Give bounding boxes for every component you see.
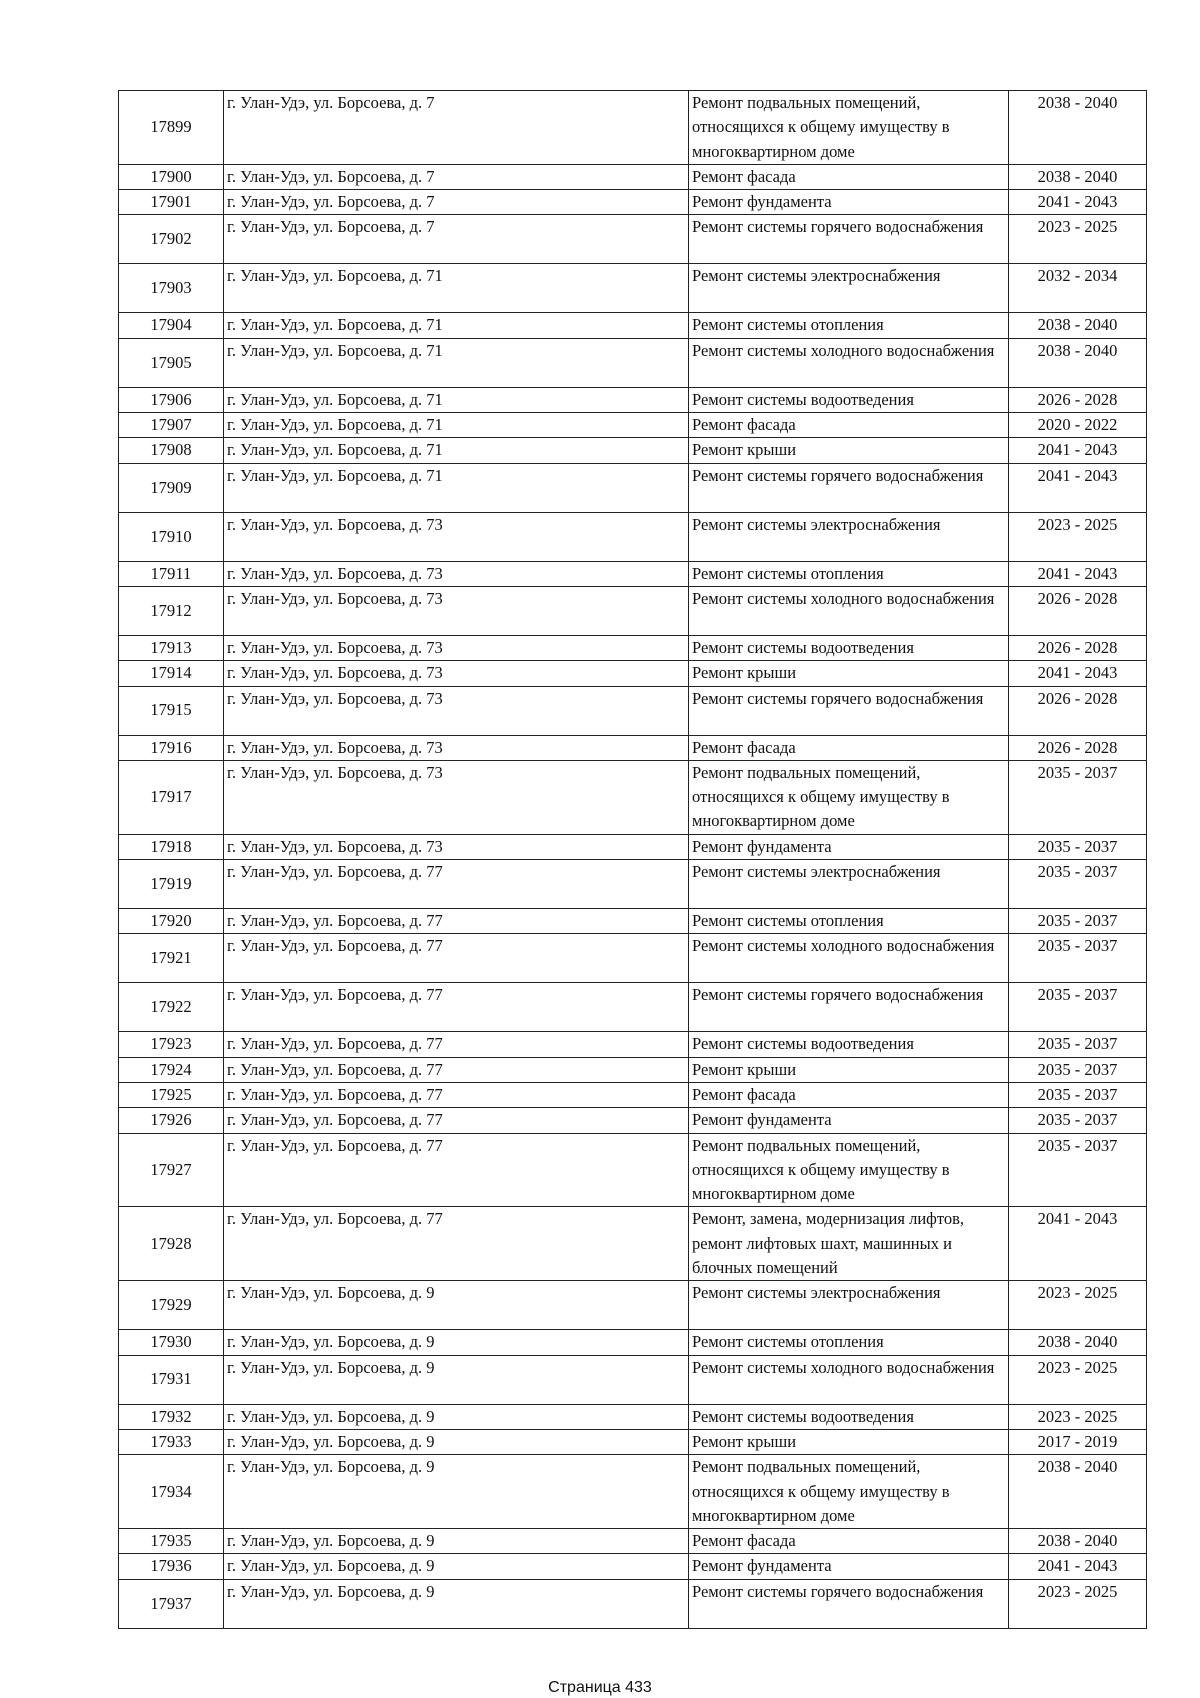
address-cell: г. Улан-Удэ, ул. Борсоева, д. 9 bbox=[224, 1404, 689, 1429]
period-cell: 2023 - 2025 bbox=[1009, 1281, 1147, 1330]
work-type-cell: Ремонт фасада bbox=[689, 1529, 1009, 1554]
table-row bbox=[119, 1455, 1147, 1529]
address-cell: г. Улан-Удэ, ул. Борсоева, д. 77 bbox=[224, 983, 689, 1032]
address-cell: г. Улан-Удэ, ул. Борсоева, д. 73 bbox=[224, 760, 689, 834]
table-row bbox=[119, 1554, 1147, 1579]
period-cell: 2026 - 2028 bbox=[1009, 635, 1147, 660]
period-cell: 2026 - 2028 bbox=[1009, 735, 1147, 760]
row-number-cell: 17908 bbox=[119, 438, 224, 463]
row-number-cell: 17922 bbox=[119, 983, 224, 1032]
row-number-cell: 17925 bbox=[119, 1082, 224, 1107]
period-cell: 2023 - 2025 bbox=[1009, 215, 1147, 264]
work-type-cell: Ремонт, замена, модернизация лифтов, ремонт лифтовых шахт, машинных и блочных помещений bbox=[689, 1207, 1009, 1281]
period-cell: 2038 - 2040 bbox=[1009, 91, 1147, 165]
table-row bbox=[119, 760, 1147, 834]
work-type-cell: Ремонт системы отопления bbox=[689, 313, 1009, 338]
period-cell: 2041 - 2043 bbox=[1009, 661, 1147, 686]
table-row bbox=[119, 438, 1147, 463]
table-row bbox=[119, 1281, 1147, 1330]
table-row bbox=[119, 190, 1147, 215]
table-row bbox=[119, 934, 1147, 983]
row-number-cell: 17921 bbox=[119, 934, 224, 983]
work-type-cell: Ремонт подвальных помещений, относящихся к общему имуществу в многоквартирном доме bbox=[689, 91, 1009, 165]
work-type-cell: Ремонт системы отопления bbox=[689, 1330, 1009, 1355]
row-number-cell: 17912 bbox=[119, 586, 224, 635]
period-cell: 2035 - 2037 bbox=[1009, 1057, 1147, 1082]
period-cell: 2026 - 2028 bbox=[1009, 387, 1147, 412]
address-cell: г. Улан-Удэ, ул. Борсоева, д. 71 bbox=[224, 313, 689, 338]
work-type-cell: Ремонт крыши bbox=[689, 1429, 1009, 1454]
address-cell: г. Улан-Удэ, ул. Борсоева, д. 73 bbox=[224, 834, 689, 859]
address-cell: г. Улан-Удэ, ул. Борсоева, д. 77 bbox=[224, 934, 689, 983]
work-type-cell: Ремонт системы горячего водоснабжения bbox=[689, 463, 1009, 512]
work-type-cell: Ремонт системы водоотведения bbox=[689, 1404, 1009, 1429]
row-number-cell: 17900 bbox=[119, 164, 224, 189]
period-cell: 2026 - 2028 bbox=[1009, 586, 1147, 635]
address-cell: г. Улан-Удэ, ул. Борсоева, д. 9 bbox=[224, 1429, 689, 1454]
row-number-cell: 17937 bbox=[119, 1579, 224, 1628]
address-cell: г. Улан-Удэ, ул. Борсоева, д. 9 bbox=[224, 1529, 689, 1554]
table-row bbox=[119, 635, 1147, 660]
address-cell: г. Улан-Удэ, ул. Борсоева, д. 9 bbox=[224, 1455, 689, 1529]
row-number-cell: 17926 bbox=[119, 1108, 224, 1133]
address-cell: г. Улан-Удэ, ул. Борсоева, д. 71 bbox=[224, 338, 689, 387]
table-row bbox=[119, 586, 1147, 635]
period-cell: 2035 - 2037 bbox=[1009, 860, 1147, 909]
period-cell: 2038 - 2040 bbox=[1009, 164, 1147, 189]
period-cell: 2038 - 2040 bbox=[1009, 1330, 1147, 1355]
table-row bbox=[119, 686, 1147, 735]
row-number-cell: 17923 bbox=[119, 1032, 224, 1057]
address-cell: г. Улан-Удэ, ул. Борсоева, д. 73 bbox=[224, 635, 689, 660]
work-type-cell: Ремонт системы холодного водоснабжения bbox=[689, 1355, 1009, 1404]
address-cell: г. Улан-Удэ, ул. Борсоева, д. 7 bbox=[224, 91, 689, 165]
period-cell: 2035 - 2037 bbox=[1009, 1032, 1147, 1057]
table-row bbox=[119, 164, 1147, 189]
table-row bbox=[119, 338, 1147, 387]
table-row bbox=[119, 1133, 1147, 1207]
row-number-cell: 17917 bbox=[119, 760, 224, 834]
row-number-cell: 17904 bbox=[119, 313, 224, 338]
table-row bbox=[119, 1207, 1147, 1281]
period-cell: 2023 - 2025 bbox=[1009, 1579, 1147, 1628]
table-row bbox=[119, 983, 1147, 1032]
period-cell: 2035 - 2037 bbox=[1009, 1108, 1147, 1133]
row-number-cell: 17903 bbox=[119, 264, 224, 313]
row-number-cell: 17905 bbox=[119, 338, 224, 387]
period-cell: 2041 - 2043 bbox=[1009, 438, 1147, 463]
address-cell: г. Улан-Удэ, ул. Борсоева, д. 71 bbox=[224, 438, 689, 463]
address-cell: г. Улан-Удэ, ул. Борсоева, д. 9 bbox=[224, 1554, 689, 1579]
address-cell: г. Улан-Удэ, ул. Борсоева, д. 71 bbox=[224, 463, 689, 512]
work-type-cell: Ремонт крыши bbox=[689, 1057, 1009, 1082]
period-cell: 2032 - 2034 bbox=[1009, 264, 1147, 313]
period-cell: 2035 - 2037 bbox=[1009, 983, 1147, 1032]
table-row bbox=[119, 512, 1147, 561]
address-cell: г. Улан-Удэ, ул. Борсоева, д. 9 bbox=[224, 1355, 689, 1404]
work-type-cell: Ремонт системы водоотведения bbox=[689, 635, 1009, 660]
work-type-cell: Ремонт системы горячего водоснабжения bbox=[689, 215, 1009, 264]
address-cell: г. Улан-Удэ, ул. Борсоева, д. 77 bbox=[224, 909, 689, 934]
row-number-cell: 17899 bbox=[119, 91, 224, 165]
row-number-cell: 17901 bbox=[119, 190, 224, 215]
table-row bbox=[119, 1355, 1147, 1404]
period-cell: 2038 - 2040 bbox=[1009, 1455, 1147, 1529]
table-row bbox=[119, 387, 1147, 412]
period-cell: 2038 - 2040 bbox=[1009, 338, 1147, 387]
period-cell: 2026 - 2028 bbox=[1009, 686, 1147, 735]
period-cell: 2035 - 2037 bbox=[1009, 834, 1147, 859]
table-row bbox=[119, 1108, 1147, 1133]
work-type-cell: Ремонт подвальных помещений, относящихся к общему имуществу в многоквартирном доме bbox=[689, 1133, 1009, 1207]
row-number-cell: 17918 bbox=[119, 834, 224, 859]
work-type-cell: Ремонт системы холодного водоснабжения bbox=[689, 586, 1009, 635]
row-number-cell: 17902 bbox=[119, 215, 224, 264]
period-cell: 2041 - 2043 bbox=[1009, 463, 1147, 512]
work-type-cell: Ремонт системы отопления bbox=[689, 561, 1009, 586]
period-cell: 2041 - 2043 bbox=[1009, 190, 1147, 215]
address-cell: г. Улан-Удэ, ул. Борсоева, д. 77 bbox=[224, 860, 689, 909]
address-cell: г. Улан-Удэ, ул. Борсоева, д. 77 bbox=[224, 1082, 689, 1107]
row-number-cell: 17928 bbox=[119, 1207, 224, 1281]
period-cell: 2035 - 2037 bbox=[1009, 934, 1147, 983]
work-type-cell: Ремонт фасада bbox=[689, 413, 1009, 438]
table-row bbox=[119, 313, 1147, 338]
work-type-cell: Ремонт системы водоотведения bbox=[689, 1032, 1009, 1057]
work-type-cell: Ремонт системы горячего водоснабжения bbox=[689, 1579, 1009, 1628]
work-type-cell: Ремонт системы водоотведения bbox=[689, 387, 1009, 412]
work-type-cell: Ремонт фундамента bbox=[689, 834, 1009, 859]
row-number-cell: 17936 bbox=[119, 1554, 224, 1579]
table-row bbox=[119, 661, 1147, 686]
work-type-cell: Ремонт фундамента bbox=[689, 1554, 1009, 1579]
period-cell: 2035 - 2037 bbox=[1009, 1133, 1147, 1207]
address-cell: г. Улан-Удэ, ул. Борсоева, д. 7 bbox=[224, 164, 689, 189]
table-row bbox=[119, 1330, 1147, 1355]
work-type-cell: Ремонт системы холодного водоснабжения bbox=[689, 934, 1009, 983]
work-type-cell: Ремонт фасада bbox=[689, 1082, 1009, 1107]
table-row bbox=[119, 561, 1147, 586]
period-cell: 2038 - 2040 bbox=[1009, 313, 1147, 338]
table-row bbox=[119, 909, 1147, 934]
row-number-cell: 17914 bbox=[119, 661, 224, 686]
work-type-cell: Ремонт системы горячего водоснабжения bbox=[689, 983, 1009, 1032]
address-cell: г. Улан-Удэ, ул. Борсоева, д. 77 bbox=[224, 1057, 689, 1082]
row-number-cell: 17929 bbox=[119, 1281, 224, 1330]
row-number-cell: 17906 bbox=[119, 387, 224, 412]
row-number-cell: 17911 bbox=[119, 561, 224, 586]
table-row bbox=[119, 215, 1147, 264]
address-cell: г. Улан-Удэ, ул. Борсоева, д. 73 bbox=[224, 586, 689, 635]
address-cell: г. Улан-Удэ, ул. Борсоева, д. 77 bbox=[224, 1108, 689, 1133]
period-cell: 2023 - 2025 bbox=[1009, 1355, 1147, 1404]
table-row bbox=[119, 735, 1147, 760]
table-row bbox=[119, 1032, 1147, 1057]
table-row bbox=[119, 264, 1147, 313]
table-row bbox=[119, 1529, 1147, 1554]
work-type-cell: Ремонт фундамента bbox=[689, 1108, 1009, 1133]
table-row bbox=[119, 91, 1147, 165]
work-type-cell: Ремонт крыши bbox=[689, 661, 1009, 686]
row-number-cell: 17924 bbox=[119, 1057, 224, 1082]
table-row bbox=[119, 1404, 1147, 1429]
address-cell: г. Улан-Удэ, ул. Борсоева, д. 73 bbox=[224, 661, 689, 686]
row-number-cell: 17907 bbox=[119, 413, 224, 438]
period-cell: 2035 - 2037 bbox=[1009, 1082, 1147, 1107]
work-type-cell: Ремонт системы отопления bbox=[689, 909, 1009, 934]
row-number-cell: 17916 bbox=[119, 735, 224, 760]
work-type-cell: Ремонт системы электроснабжения bbox=[689, 860, 1009, 909]
row-number-cell: 17919 bbox=[119, 860, 224, 909]
table-row bbox=[119, 1429, 1147, 1454]
period-cell: 2038 - 2040 bbox=[1009, 1529, 1147, 1554]
table-row bbox=[119, 1082, 1147, 1107]
address-cell: г. Улан-Удэ, ул. Борсоева, д. 77 bbox=[224, 1133, 689, 1207]
row-number-cell: 17920 bbox=[119, 909, 224, 934]
work-type-cell: Ремонт системы электроснабжения bbox=[689, 1281, 1009, 1330]
row-number-cell: 17909 bbox=[119, 463, 224, 512]
address-cell: г. Улан-Удэ, ул. Борсоева, д. 9 bbox=[224, 1330, 689, 1355]
address-cell: г. Улан-Удэ, ул. Борсоева, д. 73 bbox=[224, 561, 689, 586]
table-row bbox=[119, 834, 1147, 859]
table-row bbox=[119, 413, 1147, 438]
work-type-cell: Ремонт крыши bbox=[689, 438, 1009, 463]
work-type-cell: Ремонт системы электроснабжения bbox=[689, 264, 1009, 313]
row-number-cell: 17927 bbox=[119, 1133, 224, 1207]
table-row bbox=[119, 1579, 1147, 1628]
address-cell: г. Улан-Удэ, ул. Борсоева, д. 73 bbox=[224, 686, 689, 735]
row-number-cell: 17930 bbox=[119, 1330, 224, 1355]
work-type-cell: Ремонт фундамента bbox=[689, 190, 1009, 215]
work-type-cell: Ремонт системы холодного водоснабжения bbox=[689, 338, 1009, 387]
period-cell: 2023 - 2025 bbox=[1009, 1404, 1147, 1429]
address-cell: г. Улан-Удэ, ул. Борсоева, д. 7 bbox=[224, 190, 689, 215]
row-number-cell: 17933 bbox=[119, 1429, 224, 1454]
address-cell: г. Улан-Удэ, ул. Борсоева, д. 77 bbox=[224, 1032, 689, 1057]
address-cell: г. Улан-Удэ, ул. Борсоева, д. 71 bbox=[224, 387, 689, 412]
row-number-cell: 17931 bbox=[119, 1355, 224, 1404]
table-row bbox=[119, 463, 1147, 512]
row-number-cell: 17932 bbox=[119, 1404, 224, 1429]
work-type-cell: Ремонт системы электроснабжения bbox=[689, 512, 1009, 561]
row-number-cell: 17934 bbox=[119, 1455, 224, 1529]
work-type-cell: Ремонт фасада bbox=[689, 164, 1009, 189]
period-cell: 2041 - 2043 bbox=[1009, 1554, 1147, 1579]
page-number: Страница 433 bbox=[548, 1679, 652, 1696]
work-type-cell: Ремонт подвальных помещений, относящихся к общему имуществу в многоквартирном доме bbox=[689, 760, 1009, 834]
period-cell: 2023 - 2025 bbox=[1009, 512, 1147, 561]
period-cell: 2035 - 2037 bbox=[1009, 909, 1147, 934]
address-cell: г. Улан-Удэ, ул. Борсоева, д. 77 bbox=[224, 1207, 689, 1281]
address-cell: г. Улан-Удэ, ул. Борсоева, д. 7 bbox=[224, 215, 689, 264]
address-cell: г. Улан-Удэ, ул. Борсоева, д. 9 bbox=[224, 1579, 689, 1628]
work-type-cell: Ремонт системы горячего водоснабжения bbox=[689, 686, 1009, 735]
work-type-cell: Ремонт фасада bbox=[689, 735, 1009, 760]
period-cell: 2020 - 2022 bbox=[1009, 413, 1147, 438]
repair-schedule-table bbox=[118, 90, 1147, 1629]
table-row bbox=[119, 860, 1147, 909]
work-type-cell: Ремонт подвальных помещений, относящихся к общему имуществу в многоквартирном доме bbox=[689, 1455, 1009, 1529]
period-cell: 2035 - 2037 bbox=[1009, 760, 1147, 834]
address-cell: г. Улан-Удэ, ул. Борсоева, д. 71 bbox=[224, 413, 689, 438]
table-body bbox=[119, 91, 1147, 1629]
row-number-cell: 17935 bbox=[119, 1529, 224, 1554]
row-number-cell: 17910 bbox=[119, 512, 224, 561]
address-cell: г. Улан-Удэ, ул. Борсоева, д. 73 bbox=[224, 735, 689, 760]
row-number-cell: 17915 bbox=[119, 686, 224, 735]
address-cell: г. Улан-Удэ, ул. Борсоева, д. 71 bbox=[224, 264, 689, 313]
period-cell: 2041 - 2043 bbox=[1009, 561, 1147, 586]
address-cell: г. Улан-Удэ, ул. Борсоева, д. 9 bbox=[224, 1281, 689, 1330]
row-number-cell: 17913 bbox=[119, 635, 224, 660]
address-cell: г. Улан-Удэ, ул. Борсоева, д. 73 bbox=[224, 512, 689, 561]
table-row bbox=[119, 1057, 1147, 1082]
period-cell: 2017 - 2019 bbox=[1009, 1429, 1147, 1454]
period-cell: 2041 - 2043 bbox=[1009, 1207, 1147, 1281]
